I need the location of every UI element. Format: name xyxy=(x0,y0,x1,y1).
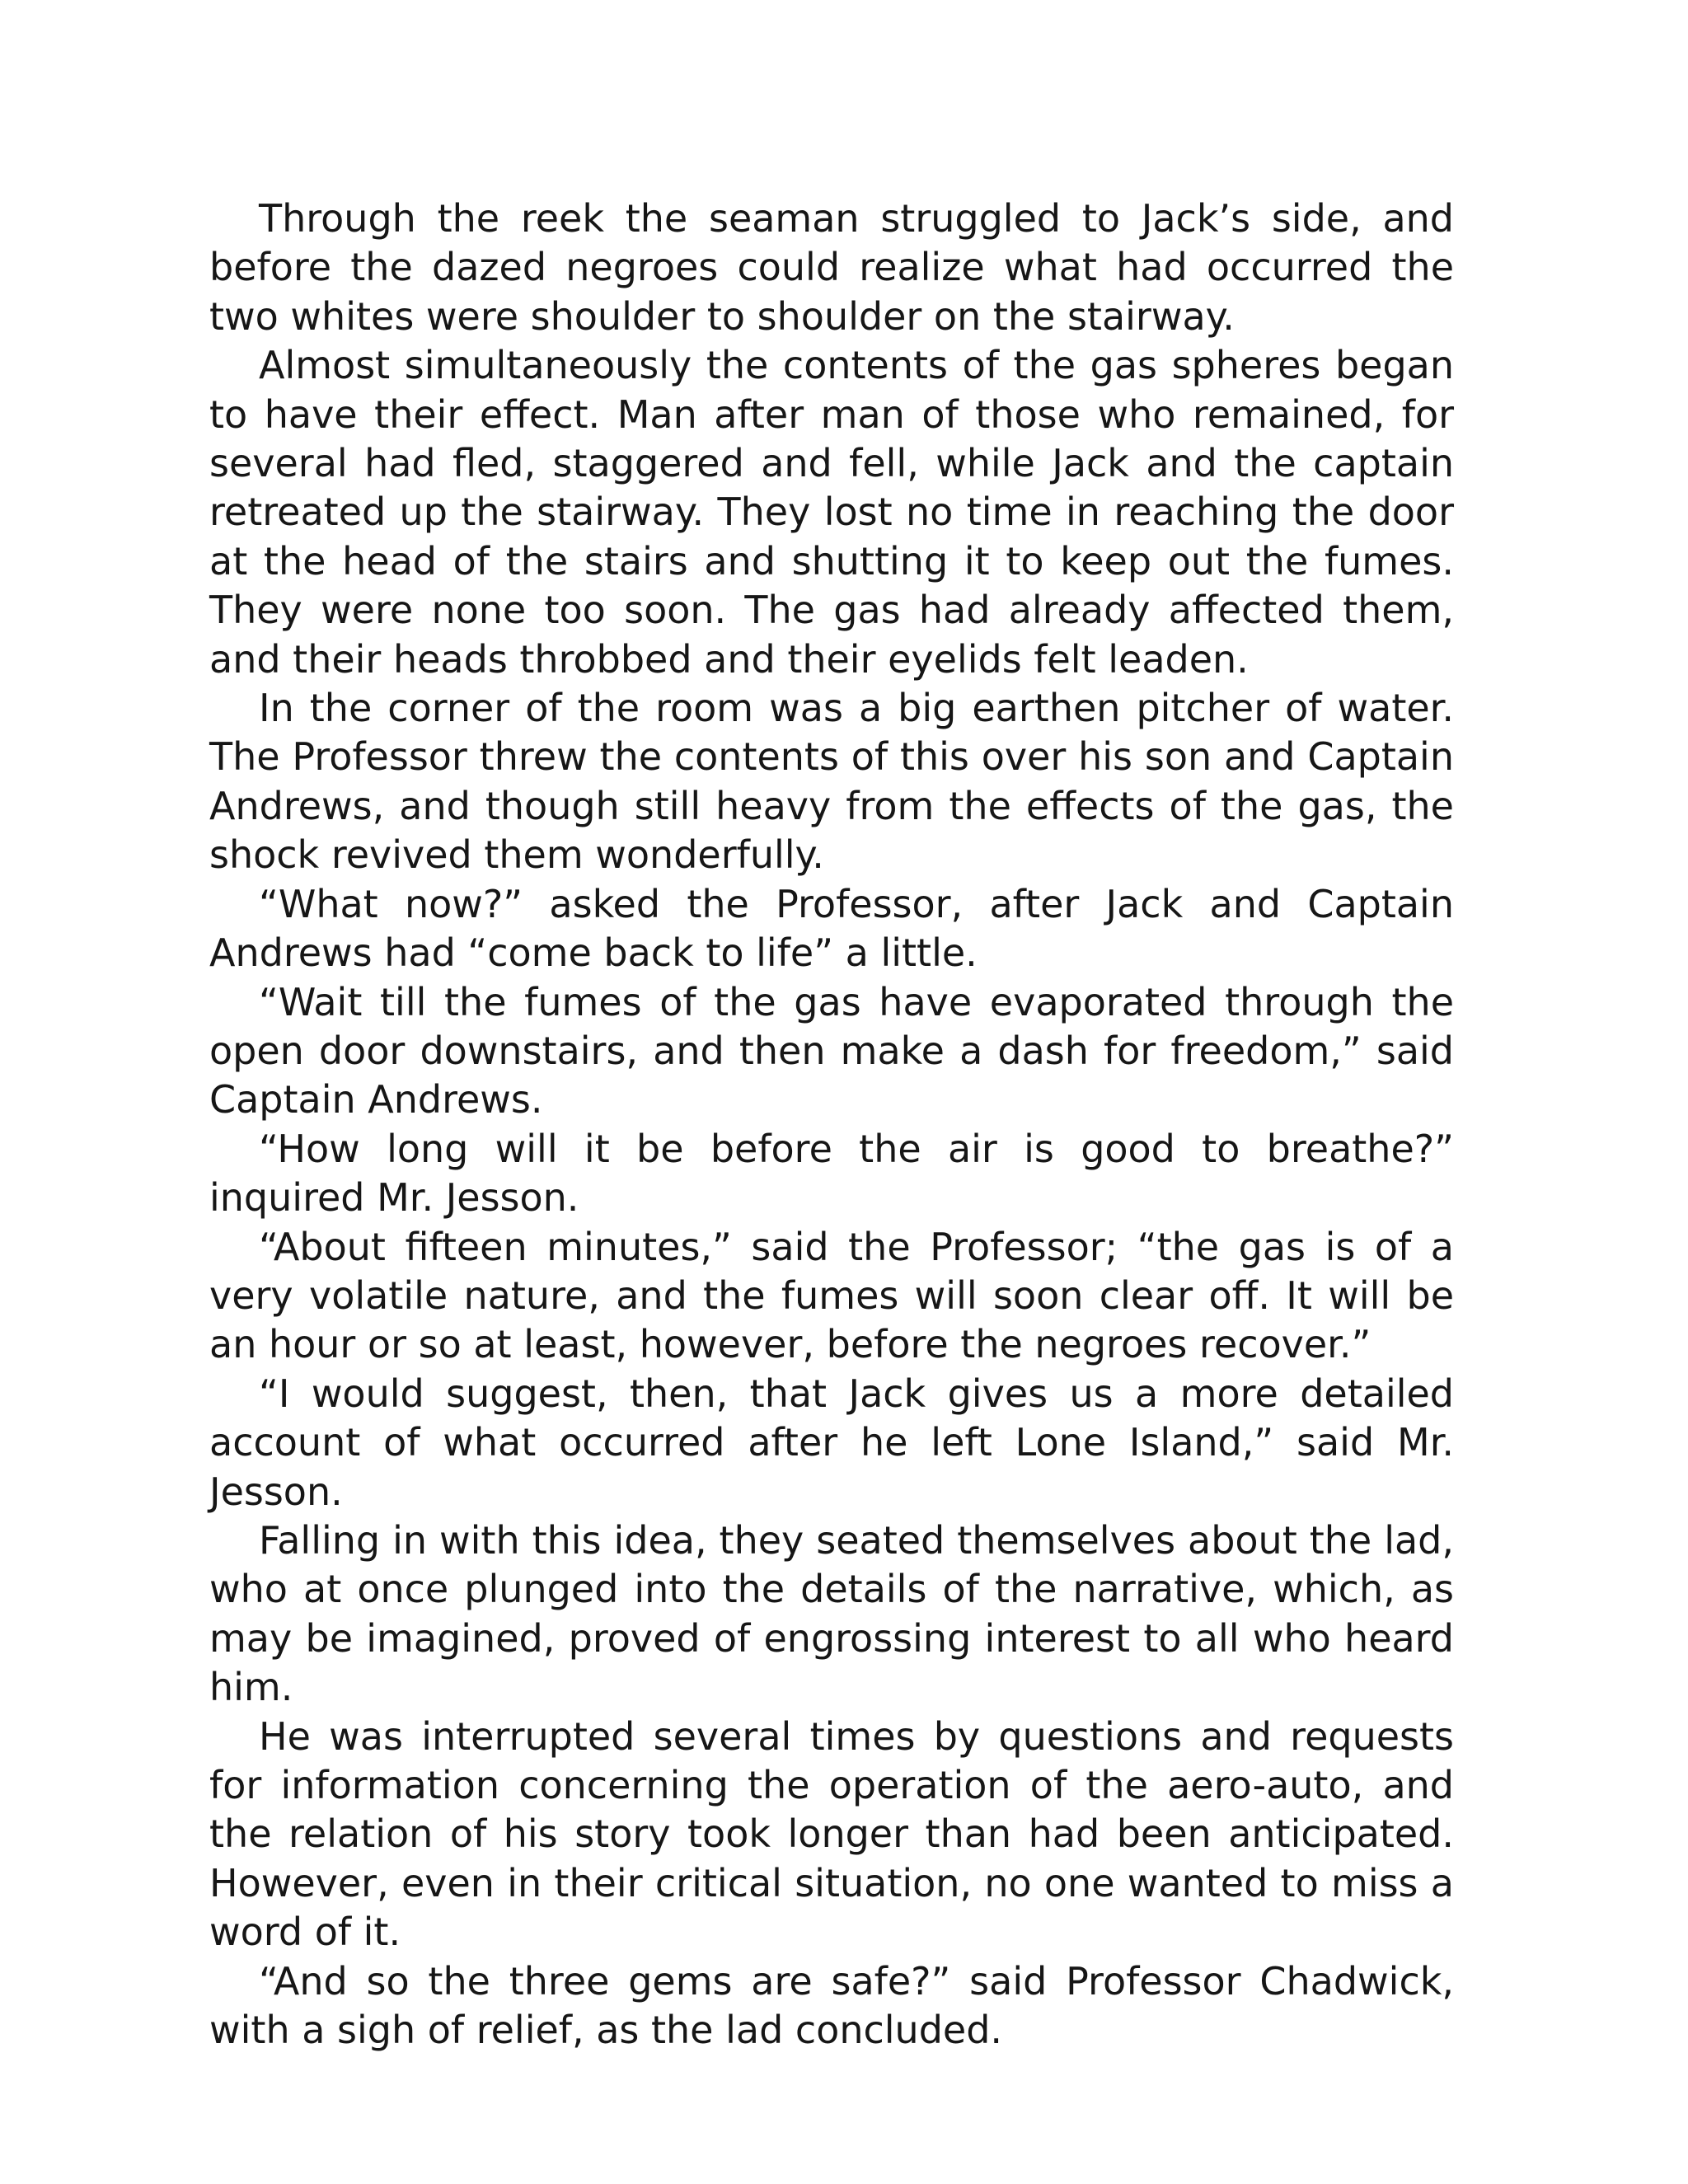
paragraph: “Wait till the fumes of the gas have evaporated through the open door downstairs, and then make a dash for freedom,” said Captain Andrews. xyxy=(209,979,1454,1122)
paragraph: “I would suggest, then, that Jack gives us a more detailed account of what occurred after he left Lone Island,” said Mr. Jesson. xyxy=(209,1371,1454,1514)
paragraph: Through the reek the seaman struggled to Jack’s side, and before the dazed negroes could realize what had occurred the two whites were shoulder to shoulder on the stairway. xyxy=(209,196,1454,339)
paragraph: Falling in with this idea, they seated themselves about the lad, who at once plunged into the details of the narrative, which, as may be imagined, proved of engrossing interest to all who heard him. xyxy=(209,1517,1454,1710)
paragraph: “How long will it be before the air is good to breathe?” inquired Mr. Jesson. xyxy=(209,1126,1454,1221)
paragraph: He was interrupted several times by questions and requests for information concerning the operation of the aero-auto, and the relation of his story took longer than had been anticipated. However, even in their critical situation, no one wanted to miss a word of it. xyxy=(209,1713,1454,1955)
paragraph: “What now?” asked the Professor, after Jack and Captain Andrews had “come back to life” a little. xyxy=(209,881,1454,976)
body-text xyxy=(209,194,1454,2055)
paragraph: “And so the three gems are safe?” said Professor Chadwick, with a sigh of relief, as the lad concluded. xyxy=(209,1958,1454,2053)
paragraph: In the corner of the room was a big earthen pitcher of water. The Professor threw the contents of this over his son and Captain Andrews, and though still heavy from the effects of the gas, the shock revived them wonderfully. xyxy=(209,686,1454,878)
paragraph: Almost simultaneously the contents of the gas spheres began to have their effect. Man after man of those who remained, for several had fled, staggered and fell, while Jack and the captain retreated up the stairway. They lost no time in reaching the door at the head of the stairs and shutting it to keep out the fumes. They were none too soon. The gas had already affected them, and their heads throbbed and their eyelids felt leaden. xyxy=(209,343,1454,682)
paragraph: “About fifteen minutes,” said the Professor; “the gas is of a very volatile nature, and the fumes will soon clear off. It will be an hour or so at least, however, before the negroes recover.” xyxy=(209,1224,1454,1367)
